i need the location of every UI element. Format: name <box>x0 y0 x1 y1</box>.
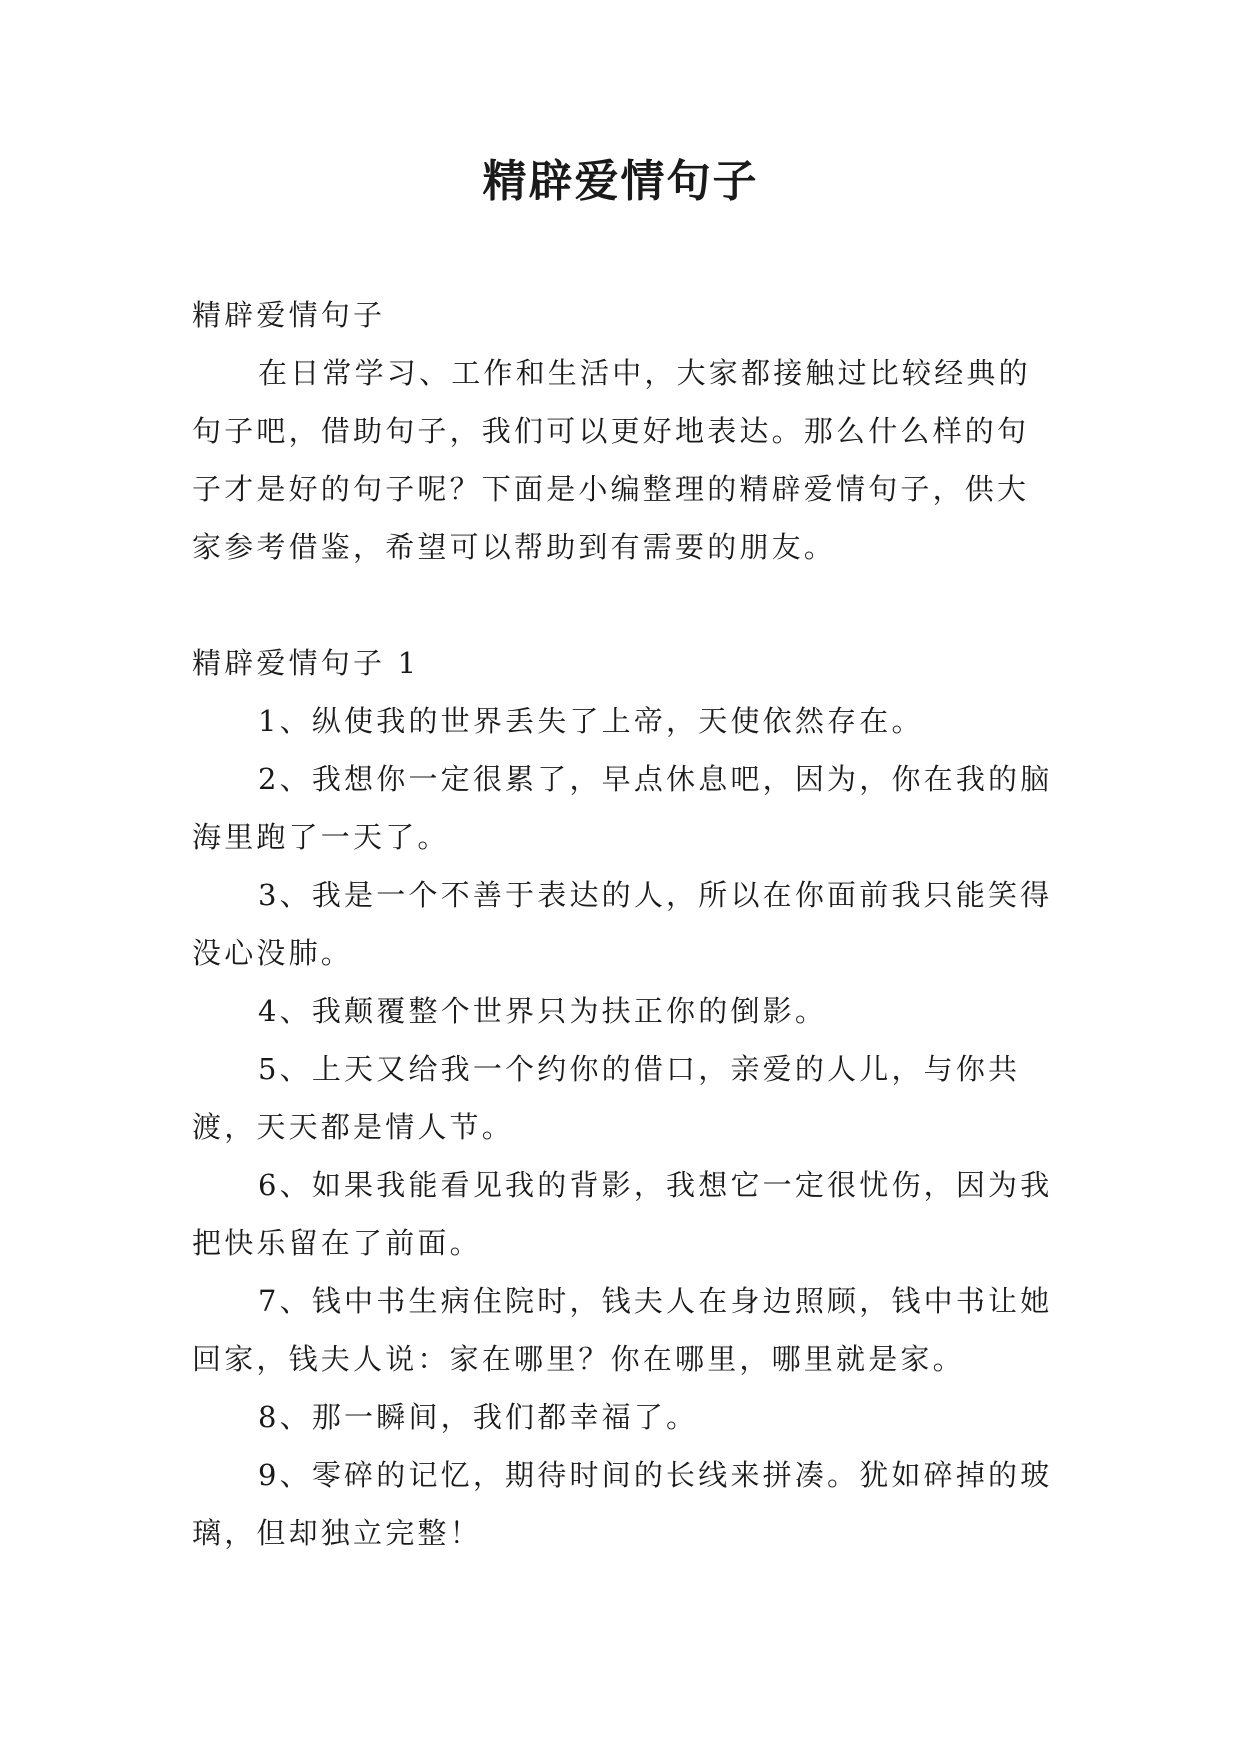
section-heading: 精辟爱情句子 1 <box>192 646 420 680</box>
list-item: 5、上天又给我一个约你的借口，亲爱的人儿，与你共渡，天天都是情人节。 <box>192 1052 1021 1144</box>
list-item: 7、钱中书生病住院时，钱夫人在身边照顾，钱中书让她回家，钱夫人说：家在哪里？你在哪里，哪里就是家。 <box>192 1284 1053 1376</box>
list-item: 3、我是一个不善于表达的人，所以在你面前我只能笑得没心没肺。 <box>192 878 1053 970</box>
list-item: 4、我颠覆整个世界只为扶正你的倒影。 <box>258 994 828 1028</box>
list-item: 2、我想你一定很累了，早点休息吧，因为，你在我的脑海里跑了一天了。 <box>192 762 1053 854</box>
paragraph-gap <box>192 576 1054 634</box>
list-item: 8、那一瞬间，我们都幸福了。 <box>258 1400 699 1434</box>
document-title: 精辟爱情句子 <box>482 156 759 207</box>
subtitle: 精辟爱情句子 <box>192 298 386 332</box>
list-item: 9、零碎的记忆，期待时间的长线来拼凑。犹如碎掉的玻璃，但却独立完整！ <box>192 1458 1053 1550</box>
list-item: 1、纵使我的世界丢失了上帝，天使依然存在。 <box>258 704 924 738</box>
intro-paragraph: 在日常学习、工作和生活中，大家都接触过比较经典的句子吧，借助句子，我们可以更好地表达。那么什么样的句子才是好的句子呢？下面是小编整理的精辟爱情句子，供大家参考借鉴，希望可以帮助到有需要的朋友。 <box>192 356 1031 564</box>
list-item: 6、如果我能看见我的背影，我想它一定很忧伤，因为我把快乐留在了前面。 <box>192 1168 1053 1260</box>
document-body <box>192 286 1054 1562</box>
